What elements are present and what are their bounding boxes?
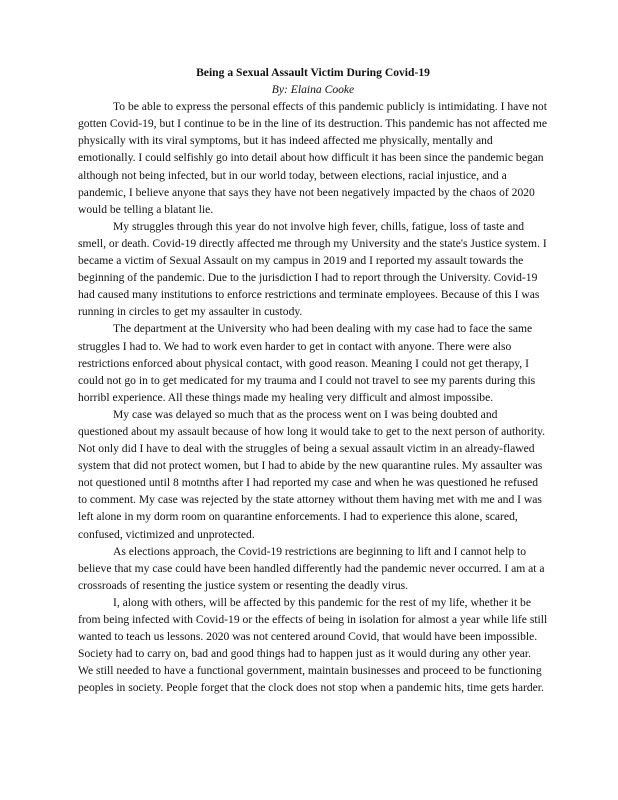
paragraph-2: My struggles through this year do not involve high fever, chills, fatigue, loss of taste and smell, or death. Covid-19 directly affected me through my University and the state's Justice system. I became a victim of Sexual Assault on my campus in 2019 and I reported my assault towards the beginning of the pandemic. Due to the jurisdiction I had to report through the University. Covid-19 had caused many institutions to enforce restrictions and terminate employees. Because of this I was running in circles to get my assaulter in custody. (78, 219, 547, 319)
paragraph-6: I, along with others, will be affected by this pandemic for the rest of my life, whether it be from being infected with Covid-19 or the effects of being in isolation for almost a year while life still wanted to teach us lessons. 2020 was not centered around Covid, that would have been impossible. Society had to carry on, bad and good things had to happen just as it would during any other year. We still needed to have a functional government, maintain businesses and proceed to be functioning peoples in society. People forget that the clock does not stop when a pandemic hits, time gets harder. (78, 595, 548, 695)
document-page (78, 64, 548, 696)
author-byline: By: Elaina Cooke (271, 83, 355, 97)
paragraph-4: My case was delayed so much that as the process went on I was being doubted and questioned about my assault because of how long it would take to get to the next person of authority. Not only did I have to deal with the struggles of being a sexual assault victim in an already-flawed system that did not protect women, but I had to abide by the new quarantine rules. My assaulter was not questioned until 8 motnths after I had reported my case and when he was questioned he refused to comment. My case was rejected by the state attorney without them having met with me and I was left alone in my dorm room on quarantine enforcements. I had to experience this alone, scared, confused, victimized and unprotected. (78, 407, 546, 541)
paragraph-3: The department at the University who had been dealing with my case had to face the same struggles I had to. We had to work even harder to get in contact with anyone. There were also restrictions enforced about physical contact, with good reason. Meaning I could not get therapy, I could not go in to get medicated for my trauma and I could not travel to see my parents during this horribl experience. All these things made my healing very difficult and almost impossibe. (78, 322, 536, 404)
document-title: Being a Sexual Assault Victim During Covid-19 (196, 66, 430, 79)
paragraph-1: To be able to express the personal effects of this pandemic publicly is intimidating. I have not gotten Covid-19, but I continue to be in the line of its destruction. This pandemic has not affected me physically with its viral symptoms, but it has indeed affected me physically, mentally and emotionally. I could selfishly go into detail about how difficult it has been since the pandemic began although not being infected, but in our world today, between elections, racial injustice, and a pandemic, I believe anyone that says they have not been negatively impacted by the chaos of 2020 would be telling a blatant lie. (78, 100, 548, 216)
paragraph-5: As elections approach, the Covid-19 restrictions are beginning to lift and I cannot help to believe that my case could have been handled differently had the pandemic never occurred. I am at a crossroads of resenting the justice system or resenting the deadly virus. (78, 544, 545, 592)
